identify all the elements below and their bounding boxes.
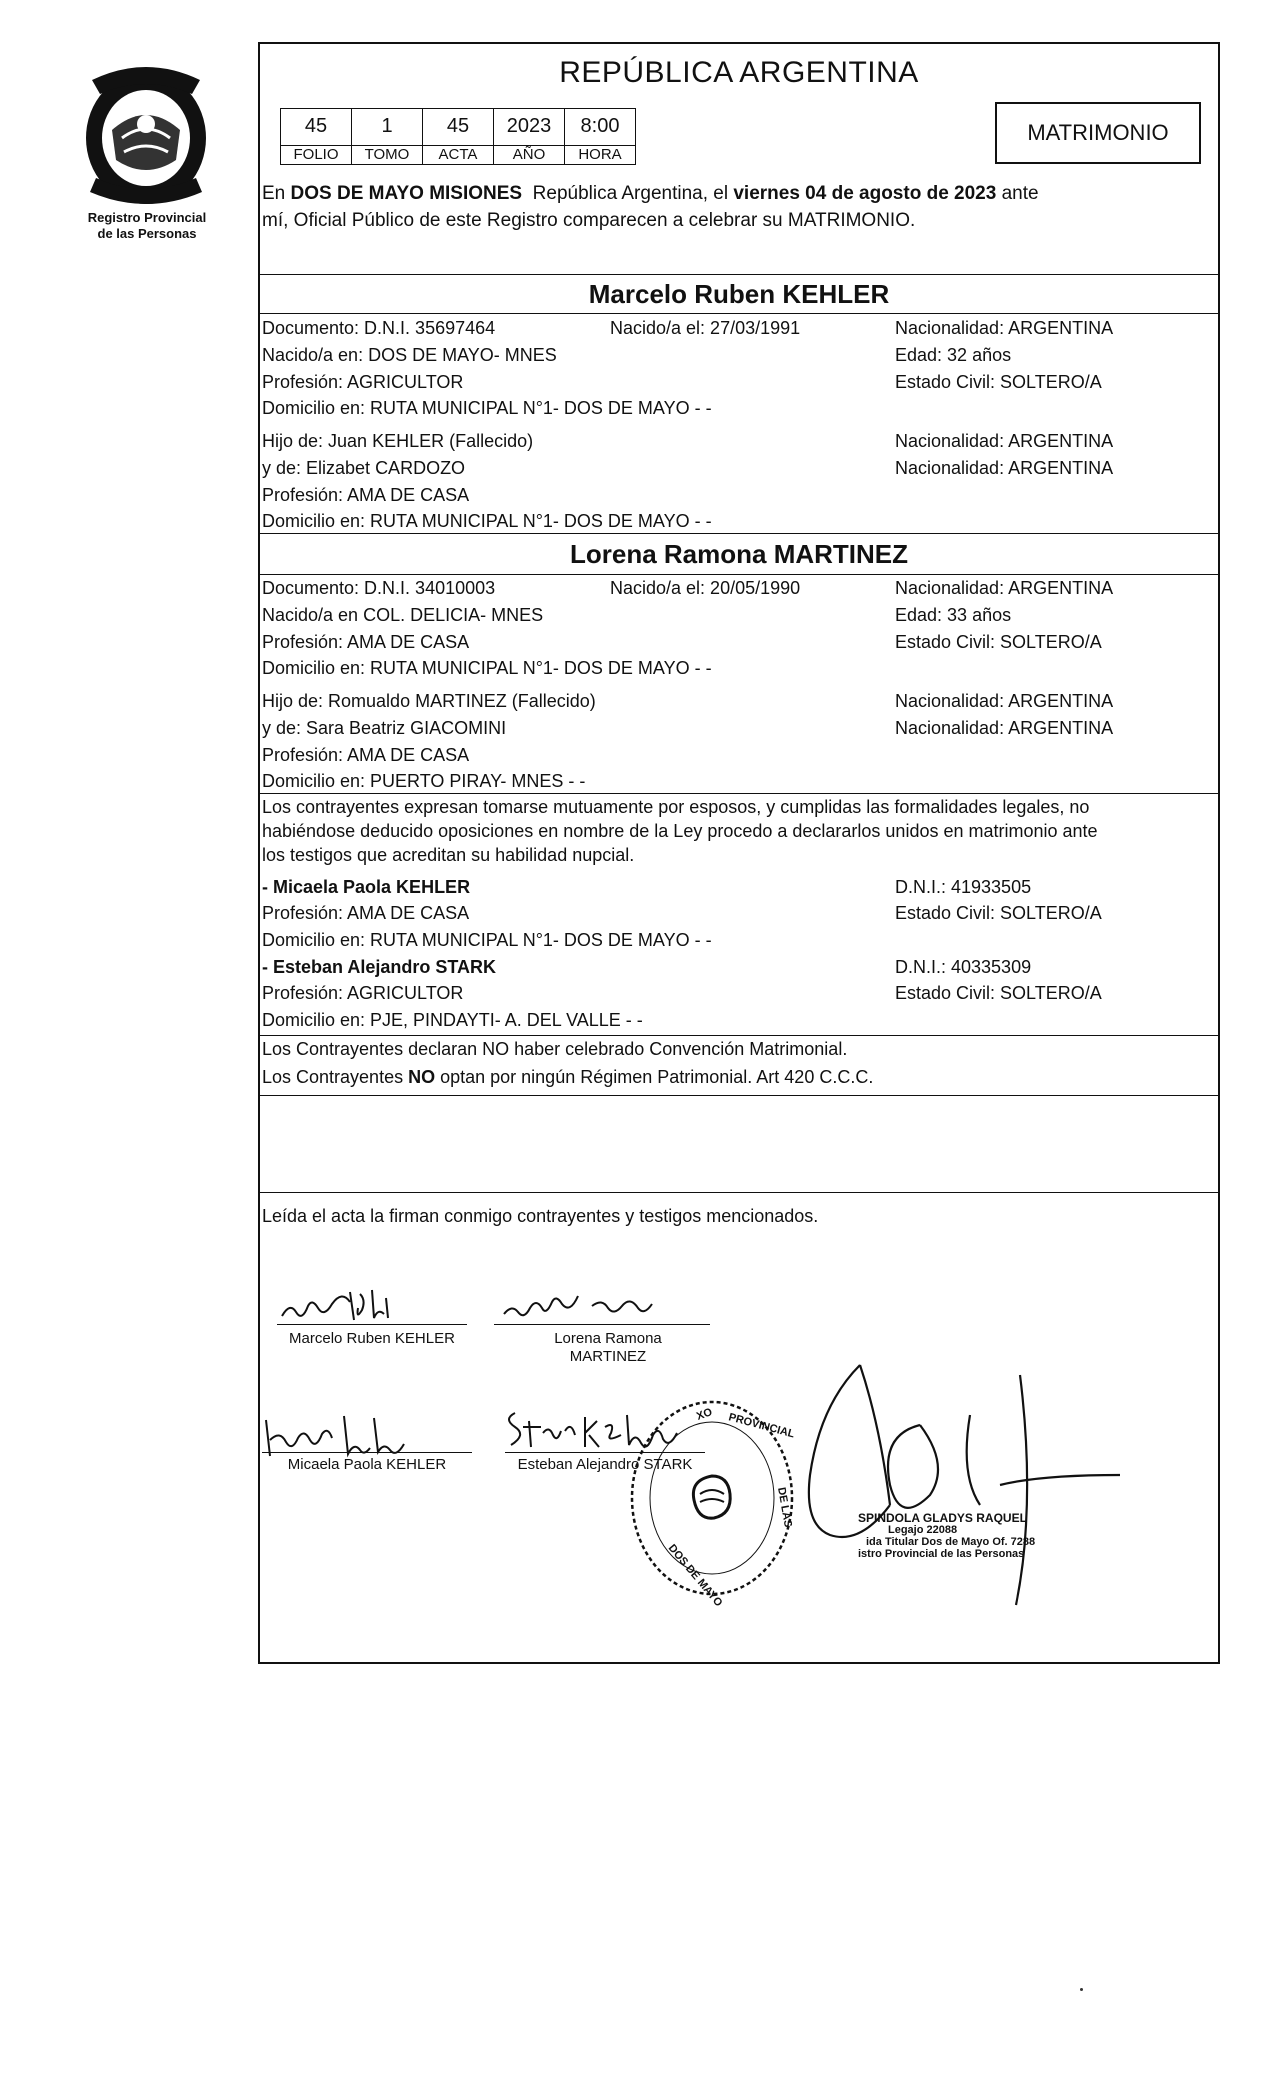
folio-label: FOLIO [293, 146, 339, 163]
spouse2-padre-nacionalidad: Nacionalidad: ARGENTINA [895, 691, 1114, 711]
svg-text:XO: XO [694, 1406, 714, 1423]
intro-date: viernes 04 de agosto de 2023 [733, 183, 997, 204]
spouse1-padre: Hijo de: Juan KEHLER (Fallecido) [262, 431, 534, 451]
witness2-domicilio: Domicilio en: PJE, PINDAYTI- A. DEL VALLE - - [262, 1010, 643, 1030]
spouse1-name: Marcelo Ruben KEHLER [588, 279, 890, 309]
signature-marcelo-kehler [280, 1280, 440, 1330]
acta-label-cell [422, 145, 494, 165]
witness1-domicilio: Domicilio en: RUTA MUNICIPAL N°1- DOS DE MAYO - - [262, 930, 712, 950]
tomo-label-cell [351, 145, 423, 165]
spouse1-domicilio: Domicilio en: RUTA MUNICIPAL N°1- DOS DE MAYO - - [262, 398, 712, 418]
spouse2-nacionalidad: Nacionalidad: ARGENTINA [895, 578, 1114, 598]
witness1-profesion: Profesión: AMA DE CASA [262, 903, 470, 923]
official-round-seal [628, 1398, 798, 1610]
declaration-paragraph [262, 795, 1217, 867]
signature-line [277, 1324, 467, 1325]
tomo-value: 1 [381, 115, 393, 137]
spouse1-nacido-en: Nacido/a en: DOS DE MAYO- MNES [262, 345, 557, 365]
signature-caption-4: Esteban Alejandro STARK [517, 1456, 693, 1473]
intro-line2: mí, Oficial Público de este Registro comparecen a celebrar su MATRIMONIO. [262, 210, 916, 231]
spouse2-edad: Edad: 33 años [895, 605, 1012, 625]
provincial-emblem-logo [72, 60, 220, 210]
declaration-line2: habiéndose deducido oposiciones en nombre de la Ley procedo a declararlos unidos en matrimonio ante [262, 821, 1098, 841]
signature-caption-1: Marcelo Ruben KEHLER [289, 1330, 455, 1347]
divider [258, 574, 1220, 575]
svg-text:DOS DE MAYO: DOS DE MAYO [665, 1542, 725, 1610]
witness1-name: - Micaela Paola KEHLER [262, 877, 471, 897]
acta-label: ACTA [438, 146, 478, 163]
witness1-dni: D.N.I.: 41933505 [895, 877, 1032, 897]
spouse2-domicilio: Domicilio en: RUTA MUNICIPAL N°1- DOS DE MAYO - - [262, 658, 712, 678]
official-stamp-line1: SPINDOLA GLADYS RAQUEL [858, 1511, 1027, 1525]
regimen-line2-no: NO [408, 1067, 436, 1087]
declaration-line3: los testigos que acreditan su habilidad nupcial. [262, 845, 635, 865]
spouse2-profesion: Profesión: AMA DE CASA [262, 632, 470, 652]
signature-line [494, 1324, 710, 1325]
regimen-line2-a: Los Contrayentes [262, 1067, 409, 1087]
spouse1-profesion: Profesión: AGRICULTOR [262, 372, 464, 392]
document-title: REPÚBLICA ARGENTINA [559, 56, 919, 89]
regimen-line2-c: optan por ningún Régimen Patrimonial. Art 420 C.C.C. [435, 1067, 874, 1087]
spouse1-documento: Documento: D.N.I. 35697464 [262, 318, 496, 338]
official-stamp-text [858, 1512, 1058, 1560]
divider [258, 533, 1220, 534]
spouse2-nacido-en: Nacido/a en COL. DELICIA- MNES [262, 605, 544, 625]
witness2-estado-civil: Estado Civil: SOLTERO/A [895, 983, 1102, 1003]
signature-official [800, 1355, 1130, 1605]
witness2-dni: D.N.I.: 40335309 [895, 957, 1032, 977]
acta-value: 45 [446, 115, 470, 137]
anio-value: 2023 [506, 115, 552, 137]
logo-caption-line2: de las Personas [97, 226, 197, 241]
signature-caption-2-line2: MARTINEZ [569, 1348, 647, 1365]
divider [258, 313, 1220, 314]
spouse2-madre: y de: Sara Beatriz GIACOMINI [262, 718, 507, 738]
spouse1-madre-nacionalidad: Nacionalidad: ARGENTINA [895, 458, 1114, 478]
left-rule [259, 574, 260, 794]
regimen-line2 [262, 1066, 873, 1088]
spouse1-nacionalidad: Nacionalidad: ARGENTINA [895, 318, 1114, 338]
official-stamp-line2: Legajo 22088 [888, 1524, 958, 1536]
divider [258, 1192, 1220, 1193]
spouse1-madre: y de: Elizabet CARDOZO [262, 458, 466, 478]
witness2-profesion: Profesión: AGRICULTOR [262, 983, 464, 1003]
spouse1-nacido-el: Nacido/a el: 27/03/1991 [610, 318, 801, 338]
regimen-line1: Los Contrayentes declaran NO haber celebrado Convención Matrimonial. [262, 1039, 848, 1059]
official-stamp-line4: istro Provincial de las Personas [858, 1548, 1025, 1560]
anio-label: AÑO [512, 146, 546, 163]
left-rule [259, 313, 260, 533]
signature-lorena-martinez [500, 1288, 690, 1328]
signature-caption-3: Micaela Paola KEHLER [287, 1456, 447, 1473]
hora-value: 8:00 [580, 115, 620, 137]
hora-value-cell [564, 108, 636, 146]
divider [258, 1095, 1220, 1096]
spouse2-madre-domicilio: Domicilio en: PUERTO PIRAY- MNES - - [262, 771, 586, 791]
spouse1-padre-nacionalidad: Nacionalidad: ARGENTINA [895, 431, 1114, 451]
closing-statement: Leída el acta la firman conmigo contrayentes y testigos mencionados. [262, 1206, 819, 1226]
official-stamp-line3: ida Titular Dos de Mayo Of. 7288 [866, 1536, 1036, 1548]
signature-caption-2-line1: Lorena Ramona [554, 1330, 662, 1347]
hora-label: HORA [578, 146, 622, 163]
intro-text-1: En [262, 183, 291, 204]
intro-text-3: ante [996, 183, 1039, 204]
signature-line [262, 1452, 472, 1453]
divider [258, 793, 1220, 794]
witness1-estado-civil: Estado Civil: SOLTERO/A [895, 903, 1102, 923]
spouse2-documento: Documento: D.N.I. 34010003 [262, 578, 496, 598]
intro-paragraph [262, 180, 1220, 234]
witness2-name: - Esteban Alejandro STARK [262, 957, 497, 977]
signature-caption-2 [508, 1330, 708, 1366]
spouse1-edad: Edad: 32 años [895, 345, 1012, 365]
declaration-line1: Los contrayentes expresan tomarse mutuamente por esposos, y cumplidas las formalidades legales, no [262, 797, 1090, 817]
folio-value: 45 [304, 115, 328, 137]
divider [258, 1035, 1220, 1036]
spouse1-estado-civil: Estado Civil: SOLTERO/A [895, 372, 1102, 392]
folio-value-cell [280, 108, 352, 146]
svg-text:PROVINCIAL: PROVINCIAL [727, 1411, 796, 1441]
logo-caption-line1: Registro Provincial [87, 210, 207, 225]
spouse1-madre-domicilio: Domicilio en: RUTA MUNICIPAL N°1- DOS DE MAYO - - [262, 511, 712, 531]
spouse2-name: Lorena Ramona MARTINEZ [569, 539, 909, 569]
spouse2-estado-civil: Estado Civil: SOLTERO/A [895, 632, 1102, 652]
spouse2-madre-nacionalidad: Nacionalidad: ARGENTINA [895, 718, 1114, 738]
tomo-value-cell [351, 108, 423, 146]
stray-mark [1080, 1988, 1083, 1991]
divider [258, 274, 1220, 275]
intro-place: DOS DE MAYO MISIONES [290, 183, 523, 204]
svg-text:DE LAS: DE LAS [775, 1486, 794, 1529]
logo-caption [62, 210, 232, 242]
folio-label-cell [280, 145, 352, 165]
anio-value-cell [493, 108, 565, 146]
spouse2-padre: Hijo de: Romualdo MARTINEZ (Fallecido) [262, 691, 596, 711]
hora-label-cell [564, 145, 636, 165]
spouse2-madre-profesion: Profesión: AMA DE CASA [262, 745, 470, 765]
tomo-label: TOMO [364, 146, 410, 163]
anio-label-cell [493, 145, 565, 165]
acta-value-cell [422, 108, 494, 146]
left-rule [259, 872, 260, 1035]
spouse1-madre-profesion: Profesión: AMA DE CASA [262, 485, 470, 505]
spouse2-nacido-el: Nacido/a el: 20/05/1990 [610, 578, 801, 598]
intro-text-2: República Argentina, el [522, 183, 734, 204]
act-type-box: MATRIMONIO [995, 102, 1201, 164]
